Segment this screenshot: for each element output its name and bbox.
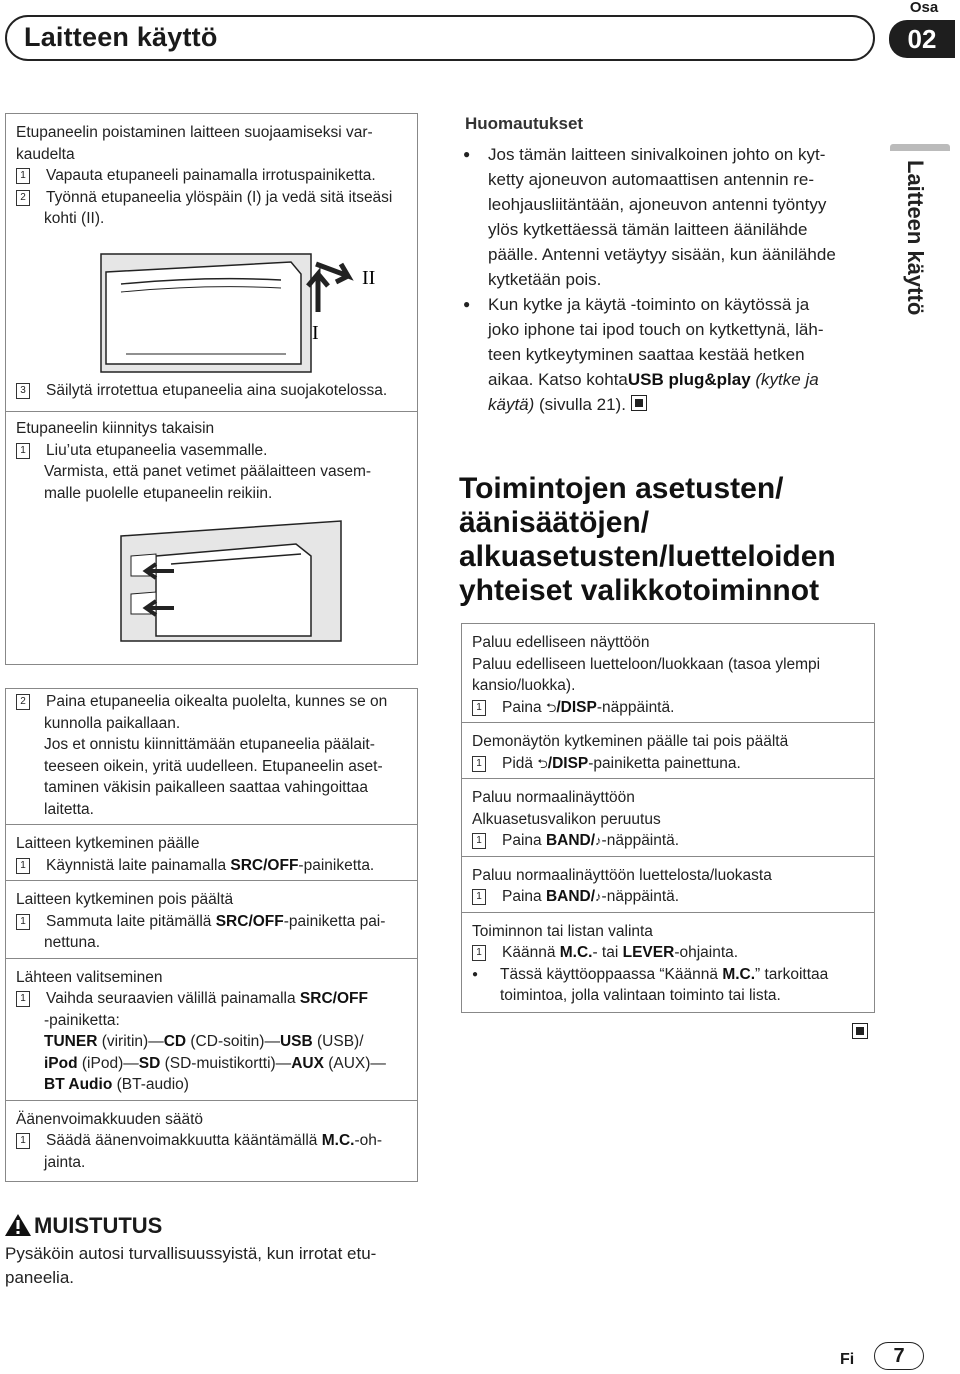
menu-s1-step: 1 Paina ⮌/DISP-näppäintä. xyxy=(472,697,864,719)
note-item-1: ● Jos tämän laitteen sinivalkoinen johto on kyt- ketty ajoneuvon automaattisen antennin re- leohjausliitäntään, ajoneuvon antenni työntyy ylös kytkettäessä tämän laitteen äänilähde päälle. Antenni vetäytyy sisään, kun äänilähde kytketään pois. xyxy=(463,145,836,289)
side-tab-label: Laitteen käyttö xyxy=(903,160,928,316)
menu-operations-box xyxy=(461,623,875,1013)
attach-panel-illustration xyxy=(116,516,356,646)
front-panel-box xyxy=(5,113,418,665)
attach-note-6: laitetta. xyxy=(44,800,94,818)
source-list-3: BT Audio (BT-audio) xyxy=(44,1076,189,1093)
remove-step-1: 1 Vapauta etupaneeli painamalla irrotuspainiketta. xyxy=(16,165,409,187)
menu-s5-step: 1 Käännä M.C.- tai LEVER-ohjainta. xyxy=(472,942,864,964)
page-number: 7 xyxy=(874,1342,924,1370)
remove-step-2: 2 Työnnä etupaneelia ylöspäin (I) ja vedä sitä itseäsi xyxy=(16,187,409,209)
menu-s1-desc-cont: kansio/luokka). xyxy=(472,677,576,694)
remove-step-2-cont: kohti (II). xyxy=(44,210,105,227)
end-mark-icon xyxy=(852,1023,868,1039)
notes-list xyxy=(463,142,875,417)
warning-icon xyxy=(4,1213,32,1237)
source-title: Lähteen valitseminen xyxy=(16,968,163,986)
menu-s3-title: Paluu normaalinäyttöön xyxy=(472,789,635,806)
source-list-1: TUNER (viritin)—CD (CD-soitin)—USB (USB)/ xyxy=(44,1033,364,1050)
ipod-control-icon: ♪ xyxy=(595,889,602,904)
menu-s5-bullet: ● Tässä käyttöoppaassa “Käännä M.C.” tarkoittaa xyxy=(472,965,829,983)
note-item-2: ● Kun kytke ja käytä -toiminto on käytössä ja joko iphone tai ipod touch on kytkettynä, läh- teen kytkeytyminen saattaa kestää hetken aikaa. Katso kohtaUSB plug&play (kytke ja käytä) (sivulla 21). xyxy=(463,295,824,414)
attach-note-5: taminen väkisin paikalleen saattaa vahingoittaa xyxy=(44,779,368,796)
power-off-cont: nettuna. xyxy=(44,934,101,951)
end-mark-icon xyxy=(631,395,647,411)
attach-step-2: 2 Paina etupaneelia oikealta puolelta, kunnes se on xyxy=(16,691,407,713)
caution-title: MUISTUTUS xyxy=(34,1213,163,1238)
side-tab-marker xyxy=(890,144,950,151)
menu-s3-step: 1 Paina BAND/♪-näppäintä. xyxy=(472,830,864,852)
section-heading: Toimintojen asetusten/ äänisäätöjen/ alkuasetusten/luetteloiden yhteiset valikkotoiminnot xyxy=(459,472,836,607)
operations-box xyxy=(5,688,418,1182)
section-number-badge: 02 xyxy=(889,20,955,58)
remove-step-3: 3 Säilytä irrotettua etupaneelia aina suojakotelossa. xyxy=(16,380,409,402)
attach-note-4: teeseen oikein, yritä uudelleen. Etupaneelin aset- xyxy=(44,757,383,775)
source-list-2: iPod (iPod)—SD (SD-muistikortti)—AUX (AUX)— xyxy=(44,1054,386,1072)
power-on-step: 1 Käynnistä laite painamalla SRC/OFF-painiketta. xyxy=(16,855,407,877)
attach-note-cont: malle puolelle etupaneelin reikiin. xyxy=(44,484,273,502)
menu-s5-title: Toiminnon tai listan valinta xyxy=(472,922,653,940)
power-on-title: Laitteen kytkeminen päälle xyxy=(16,835,200,852)
source-cont: -painiketta: xyxy=(44,1011,120,1029)
menu-s1-title: Paluu edelliseen näyttöön xyxy=(472,634,650,651)
menu-s2-step: 1 Pidä ⮌/DISP-painiketta painettuna. xyxy=(472,753,864,775)
power-off-title: Laitteen kytkeminen pois päältä xyxy=(16,891,234,908)
menu-s4-title: Paluu normaalinäyttöön luettelosta/luokasta xyxy=(472,866,772,884)
attach-step-1: 1 Liu’uta etupaneelia vasemmalle. xyxy=(16,440,409,462)
page-title: Laitteen käyttö xyxy=(24,22,218,52)
menu-s2-title: Demonäytön kytkeminen päälle tai pois päältä xyxy=(472,733,789,750)
caution-body: Pysäköin autosi turvallisuussyistä, kun irrotat etu- paneelia. xyxy=(5,1244,377,1287)
ipod-control-icon: ♪ xyxy=(595,833,602,848)
source-step: 1 Vaihda seuraavien välillä painamalla SRC/OFF xyxy=(16,988,407,1010)
remove-title-cont: kaudelta xyxy=(16,145,75,163)
return-icon: ⮌ xyxy=(537,755,548,771)
menu-s1-desc: Paluu edelliseen luetteloon/luokkaan (tasoa ylempi xyxy=(472,655,821,673)
fig-label-ii: II xyxy=(362,266,376,289)
detach-panel-illustration xyxy=(86,244,386,374)
volume-step: 1 Säädä äänenvoimakkuutta kääntämällä M.C.-oh- xyxy=(16,1130,407,1152)
return-icon: ⮌ xyxy=(545,699,557,715)
attach-note: Varmista, että panet vetimet päälaitteen vasem- xyxy=(44,463,372,480)
menu-s3-desc: Alkuasetusvalikon peruutus xyxy=(472,810,661,828)
notes-title: Huomautukset xyxy=(465,114,584,133)
volume-cont: jainta. xyxy=(44,1153,86,1171)
power-off-step: 1 Sammuta laite pitämällä SRC/OFF-painiketta pai- xyxy=(16,911,407,933)
attach-step-2-cont: kunnolla paikallaan. xyxy=(44,714,181,732)
remove-title: Etupaneelin poistaminen laitteen suojaamiseksi var- xyxy=(16,124,373,141)
attach-note-3: Jos et onnistu kiinnittämään etupaneelia päälait- xyxy=(44,736,375,753)
footer-language: Fi xyxy=(840,1351,855,1368)
section-label: Osa xyxy=(909,0,939,16)
attach-title: Etupaneelin kiinnitys takaisin xyxy=(16,420,215,437)
fig-label-i: I xyxy=(312,321,319,344)
volume-title: Äänenvoimakkuuden säätö xyxy=(16,1110,203,1128)
menu-s4-step: 1 Paina BAND/♪-näppäintä. xyxy=(472,886,864,908)
menu-s5-bullet-cont: toimintoa, jolla valintaan toiminto tai lista. xyxy=(500,987,781,1004)
